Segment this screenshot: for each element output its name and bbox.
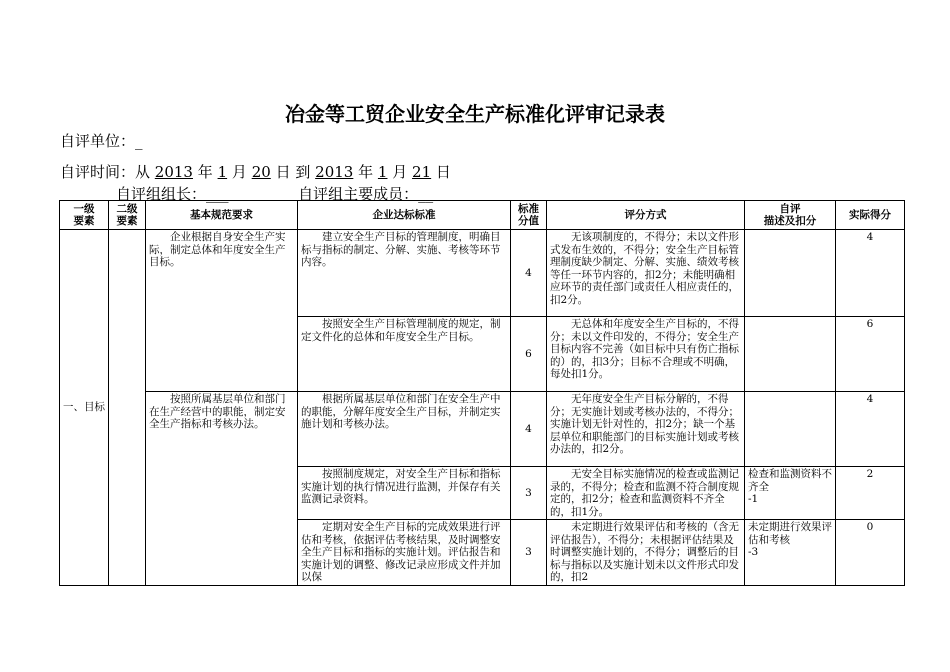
evaluation-table	[59, 200, 905, 586]
table-row	[60, 392, 905, 467]
start-month: 1	[217, 163, 228, 181]
start-year: 2013	[154, 163, 193, 181]
month-char: 月	[231, 163, 247, 181]
scoring-cell: 无该项制度的，不得分；未以文件形式发布生效的，不得分；安全生产目标管理制度缺少制定、分解、实施、绩效考核等任一环节内容的，扣2分；未能明确相应环节的责任部门或责任人相应责任的，扣2分。	[547, 230, 745, 317]
points-cell: 3	[511, 467, 547, 520]
members-label: 自评组主要成员：	[298, 185, 419, 203]
header-self-eval: 自评 描述及扣分	[745, 201, 836, 230]
scoring-cell: 无总体和年度安全生产目标的，不得分；未以文件印发的，不得分；安全生产目标内容不完善（如目标中只有伤亡指标的）的，扣3分；目标不合理或不明确，每处扣1分。	[547, 317, 745, 392]
year-char: 年	[358, 163, 374, 181]
year-char: 年	[197, 163, 213, 181]
unit-label: 自评单位：	[60, 132, 136, 150]
standard-cell: 建立安全生产目标的管理制度，明确目标与指标的制定、分解、实施、考核等环节内容。	[298, 230, 511, 317]
header-points: 标准 分值	[511, 201, 547, 230]
leader-value: ___	[206, 185, 229, 203]
actual-score-cell: 6	[836, 317, 905, 392]
end-month: 1	[377, 163, 388, 181]
scoring-cell: 无年度安全生产目标分解的，不得分；无实施计划或考核办法的，不得分；实施计划无针对性的，扣2分；缺一个基层单位和职能部门的目标实施计划或考核办法的，扣2分。	[547, 392, 745, 467]
actual-score-cell: 0	[836, 520, 905, 586]
time-label: 自评时间：从	[60, 163, 151, 181]
page-title: 冶金等工贸企业安全生产标准化评审记录表	[285, 102, 665, 126]
points-cell: 4	[511, 230, 547, 317]
second-element-cell	[109, 230, 146, 586]
table-header-row	[60, 201, 905, 230]
scoring-cell: 未定期进行效果评估和考核的（含无评估报告），不得分；未根据评估结果及时调整实施计划的，不得分；调整后的目标与指标以及实施计划未以文件形式印发的，扣2	[547, 520, 745, 586]
self-eval-cell: 未定期进行效果评估和考核 -3	[745, 520, 836, 586]
actual-score-cell: 2	[836, 467, 905, 520]
start-day: 20	[251, 163, 271, 181]
self-eval-cell: 检查和监测资料不齐全 -1	[745, 467, 836, 520]
month-char: 月	[392, 163, 408, 181]
members-value: __	[418, 185, 434, 203]
points-cell: 6	[511, 317, 547, 392]
to-label: 到	[295, 163, 311, 181]
basic-requirement: 企业根据自身安全生产实际，制定总体和年度安全生产目标。	[146, 230, 298, 392]
standard-cell: 根据所属基层单位和部门在安全生产中的职能，分解年度安全生产目标，并制定实施计划和考核办法。	[298, 392, 511, 467]
header-standard: 企业达标标准	[298, 201, 511, 230]
points-cell: 3	[511, 520, 547, 586]
leader-label: 自评组组长：	[116, 185, 207, 203]
points-cell: 4	[511, 392, 547, 467]
self-eval-cell	[745, 317, 836, 392]
day-char: 日	[435, 163, 451, 181]
header-actual-score: 实际得分	[836, 201, 905, 230]
table-row	[60, 230, 905, 317]
actual-score-cell: 4	[836, 230, 905, 317]
standard-cell: 定期对安全生产目标的完成效果进行评估和考核，依据评估考核结果，及时调整安全生产目标和指标的实施计划。评估报告和实施计划的调整、修改记录应形成文件并加以保	[298, 520, 511, 586]
scoring-cell: 无安全目标实施情况的检查或监测记录的，不得分；检查和监测不符合制度规定的，扣2分；检查和监测资料不齐全的，扣1分。	[547, 467, 745, 520]
end-day: 21	[412, 163, 432, 181]
header-second-element: 二级 要素	[109, 201, 146, 230]
self-eval-cell	[745, 392, 836, 467]
standard-cell: 按照制度规定，对安全生产目标和指标实施计划的执行情况进行监测，并保存有关监测记录资料。	[298, 467, 511, 520]
header-scoring-method: 评分方式	[547, 201, 745, 230]
unit-value: _	[135, 132, 143, 150]
end-year: 2013	[315, 163, 354, 181]
actual-score-cell: 4	[836, 392, 905, 467]
element-goal: 一、目标	[60, 230, 109, 586]
self-eval-unit-line	[60, 130, 143, 151]
standard-cell: 按照安全生产目标管理制度的规定，制定文件化的总体和年度安全生产目标。	[298, 317, 511, 392]
day-char: 日	[275, 163, 291, 181]
self-eval-cell	[745, 230, 836, 317]
header-basic-requirement: 基本规范要求	[146, 201, 298, 230]
self-eval-time-line	[60, 161, 451, 182]
basic-requirement: 按照所属基层单位和部门在生产经营中的职能，制定安全生产指标和考核办法。	[146, 392, 298, 586]
header-first-element: 一级 要素	[60, 201, 109, 230]
